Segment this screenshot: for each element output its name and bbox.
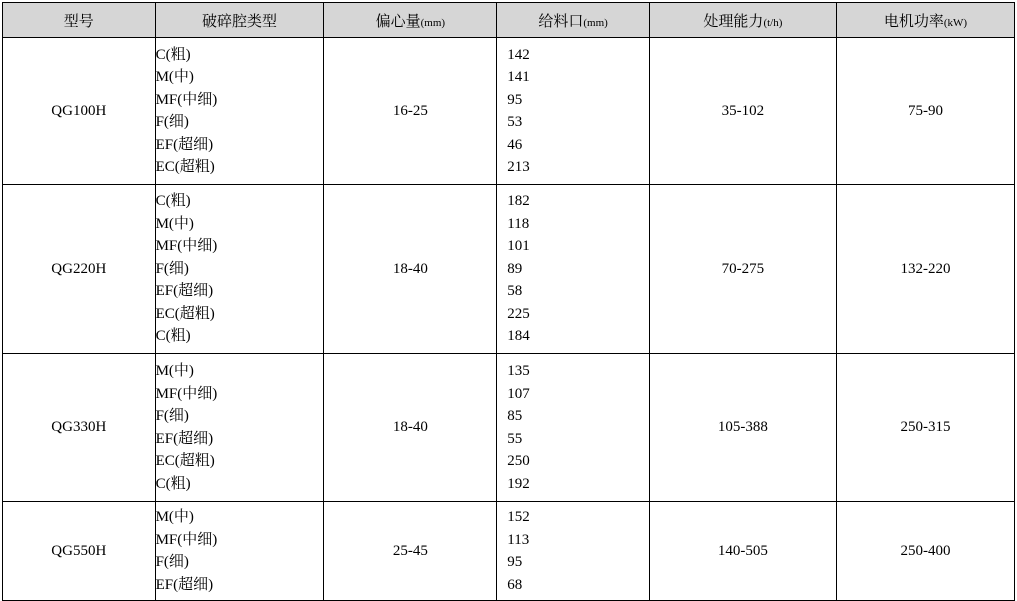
cavity-line: EC(超粗) (155, 305, 215, 322)
cavity-line: C(粗) (155, 46, 191, 63)
header-label: 给料口 (538, 13, 584, 30)
header-unit: (t/h) (763, 16, 783, 29)
cavity-line: EF(超细) (155, 430, 214, 447)
header-unit: (mm) (420, 16, 446, 29)
cavity-line: F(细) (155, 554, 189, 570)
cavity-line: F(细) (155, 408, 189, 424)
feed-line: 68 (507, 576, 523, 593)
specification-table (2, 2, 1015, 601)
feed-line: 213 (507, 159, 530, 175)
cavity-line: EF(超细) (155, 283, 214, 300)
cell-motor-power: 75-90 (836, 38, 1014, 185)
cell-model: QG550H (3, 502, 156, 601)
feed-line: 184 (507, 328, 530, 345)
cell-capacity: 105-388 (649, 354, 836, 502)
feed-line: 55 (507, 430, 523, 447)
cell-capacity: 35-102 (649, 38, 836, 185)
cell-feed-opening (497, 354, 650, 502)
header-label: 破碎腔类型 (201, 13, 277, 30)
cell-capacity: 140-505 (649, 502, 836, 601)
cell-eccentricity: 18-40 (324, 354, 497, 502)
cell-cavity-type (155, 38, 324, 185)
feed-line: 225 (507, 305, 530, 322)
column-header-motor-power (836, 3, 1014, 38)
feed-line: 95 (507, 91, 523, 108)
cavity-line: M(中) (155, 363, 194, 379)
cell-feed-opening (497, 185, 650, 354)
cavity-line: MF(中细) (155, 385, 218, 402)
feed-line: 141 (507, 69, 530, 85)
column-header-cavity-type (155, 3, 324, 38)
cavity-line: F(细) (155, 260, 189, 277)
header-label: 处理能力 (703, 13, 764, 30)
cell-model: QG100H (3, 38, 156, 185)
table-body (3, 38, 1015, 601)
cavity-line: C(粗) (155, 328, 191, 345)
header-label: 型号 (63, 13, 94, 30)
cavity-line: MF(中细) (155, 531, 218, 548)
cavity-line: C(粗) (155, 193, 191, 210)
cell-model: QG330H (3, 354, 156, 502)
feed-line: 152 (507, 509, 530, 525)
header-unit: (kW) (943, 16, 968, 29)
table-row (3, 185, 1015, 354)
cell-capacity: 70-275 (649, 185, 836, 354)
cavity-line: MF(中细) (155, 91, 218, 108)
cavity-line: EC(超粗) (155, 453, 215, 469)
header-unit: (mm) (583, 16, 608, 29)
feed-line: 135 (507, 363, 530, 379)
cavity-line: EF(超细) (155, 136, 214, 153)
feed-line: 107 (507, 385, 530, 402)
feed-line: 46 (507, 136, 523, 153)
cell-cavity-type (155, 502, 324, 601)
feed-line: 85 (507, 408, 523, 424)
feed-line: 118 (507, 215, 530, 232)
feed-line: 89 (507, 260, 523, 277)
cell-feed-opening (497, 502, 650, 601)
cavity-line: MF(中细) (155, 238, 218, 255)
feed-line: 58 (507, 283, 523, 300)
feed-line: 101 (507, 238, 530, 255)
column-header-eccentricity (324, 3, 497, 38)
feed-line: 182 (507, 193, 530, 210)
feed-line: 250 (507, 453, 530, 469)
cell-eccentricity: 16-25 (324, 38, 497, 185)
cell-feed-opening (497, 38, 650, 185)
cell-motor-power: 250-400 (836, 502, 1014, 601)
column-header-capacity (649, 3, 836, 38)
feed-line: 53 (507, 114, 523, 130)
table-header (3, 3, 1015, 38)
table-row (3, 354, 1015, 502)
table-row (3, 38, 1015, 185)
cavity-line: EC(超粗) (155, 159, 215, 175)
header-row (3, 3, 1015, 38)
cavity-line: M(中) (155, 69, 194, 85)
feed-line: 95 (507, 554, 523, 570)
cell-model: QG220H (3, 185, 156, 354)
header-label: 电机功率 (883, 13, 944, 30)
cavity-line: M(中) (155, 509, 194, 525)
cell-motor-power: 132-220 (836, 185, 1014, 354)
table-row (3, 502, 1015, 601)
feed-line: 113 (507, 531, 530, 548)
cell-motor-power: 250-315 (836, 354, 1014, 502)
cavity-line: C(粗) (155, 475, 191, 492)
cavity-line: F(细) (155, 114, 189, 130)
cavity-line: M(中) (155, 215, 194, 232)
feed-line: 142 (507, 46, 530, 63)
feed-line: 192 (507, 475, 530, 492)
header-label: 偏心量 (375, 13, 421, 30)
cell-eccentricity: 25-45 (324, 502, 497, 601)
cavity-line: EF(超细) (155, 576, 214, 593)
column-header-feed-opening (497, 3, 650, 38)
column-header-model (3, 3, 156, 38)
cell-eccentricity: 18-40 (324, 185, 497, 354)
cell-cavity-type (155, 354, 324, 502)
cell-cavity-type (155, 185, 324, 354)
